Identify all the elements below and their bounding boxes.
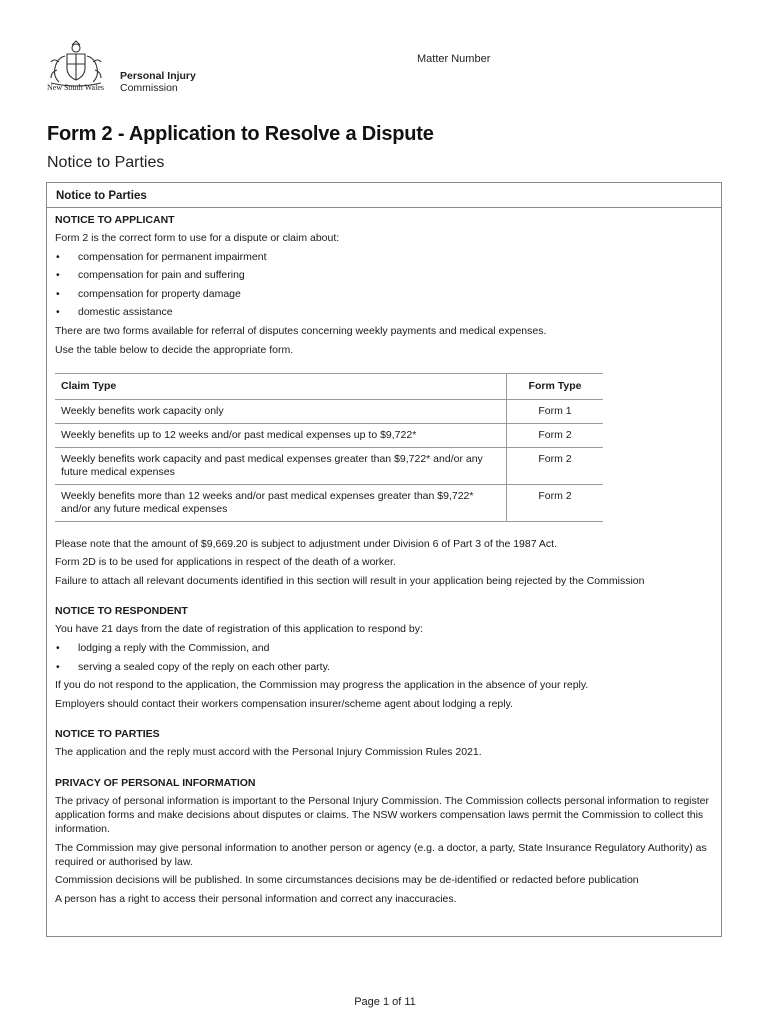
- claim-type-cell: Weekly benefits up to 12 weeks and/or past medical expenses up to $9,722*: [55, 423, 507, 447]
- nsw-logo: [45, 40, 215, 96]
- list-item: • domestic assistance: [55, 305, 715, 319]
- table-row: [55, 484, 603, 521]
- privacy-para4: A person has a right to access their personal information and correct any inaccuracies.: [55, 892, 457, 905]
- org-name: [120, 70, 196, 94]
- respondent-heading: NOTICE TO RESPONDENT: [55, 605, 188, 618]
- table-row: [55, 399, 603, 423]
- list-item: • lodging a reply with the Commission, and: [55, 641, 715, 655]
- form-type-cell: Form 2: [507, 484, 604, 521]
- column-header-claim-type: Claim Type: [55, 373, 507, 399]
- privacy-heading: PRIVACY OF PERSONAL INFORMATION: [55, 776, 256, 789]
- applicant-note2: Form 2D is to be used for applications in respect of the death of a worker.: [55, 556, 396, 569]
- list-item: • compensation for property damage: [55, 287, 715, 301]
- table-row: [55, 447, 603, 484]
- parties-para1: The application and the reply must accord with the Personal Injury Commission Rules 2021.: [55, 746, 482, 759]
- page-subtitle: Notice to Parties: [47, 154, 165, 171]
- list-item: • serving a sealed copy of the reply on each other party.: [55, 660, 715, 674]
- respondent-para2: Employers should contact their workers compensation insurer/scheme agent about lodging a reply.: [55, 697, 513, 710]
- page-title: Form 2 - Application to Resolve a Dispute: [47, 123, 434, 145]
- applicant-note3: Failure to attach all relevant documents identified in this section will result in your application being rejected by the Commission: [55, 574, 645, 587]
- privacy-para1: The privacy of personal information is important to the Personal Injury Commission. The Commission collects personal information to register application forms and make decisions about disputes or claims. The NSW workers compensation laws permit the Commission to collect this information.: [55, 794, 709, 835]
- form-type-cell: Form 1: [507, 399, 604, 423]
- panel-content: [55, 213, 715, 910]
- form-type-cell: Form 2: [507, 423, 604, 447]
- claim-type-cell: Weekly benefits work capacity only: [55, 399, 507, 423]
- claim-type-table: [55, 373, 603, 522]
- respondent-intro: You have 21 days from the date of registration of this application to respond by:: [55, 623, 423, 636]
- parties-heading: NOTICE TO PARTIES: [55, 728, 160, 741]
- nsw-coat-of-arms-icon: [45, 40, 107, 88]
- column-header-form-type: Form Type: [507, 373, 604, 399]
- org-name-line1: Personal Injury: [120, 70, 196, 82]
- claim-type-cell: Weekly benefits more than 12 weeks and/or past medical expenses greater than $9,722* and/or any future medical expenses: [55, 484, 507, 521]
- privacy-para3: Commission decisions will be published. In some circumstances decisions may be de-identified or redacted before publication: [55, 874, 639, 887]
- notice-panel: [46, 182, 722, 937]
- claim-type-cell: Weekly benefits work capacity and past medical expenses greater than $9,722* and/or any future medical expenses: [55, 447, 507, 484]
- privacy-para2: The Commission may give personal information to another person or agency (e.g. a doctor, a party, State Insurance Regulatory Authority) as required or authorised by law.: [55, 841, 707, 868]
- list-item: • compensation for permanent impairment: [55, 250, 715, 264]
- applicant-intro: Form 2 is the correct form to use for a dispute or claim about:: [55, 232, 340, 244]
- panel-heading: Notice to Parties: [47, 183, 721, 208]
- list-item: • compensation for pain and suffering: [55, 268, 715, 282]
- table-row: [55, 423, 603, 447]
- applicant-note1: Please note that the amount of $9,669.20 is subject to adjustment under Division 6 of Part 3 of the 1987 Act.: [55, 537, 557, 550]
- table-header-row: [55, 373, 603, 399]
- state-name: New South Wales: [47, 83, 104, 92]
- applicant-heading: NOTICE TO APPLICANT: [55, 214, 175, 226]
- matter-number-label: Matter Number: [417, 53, 491, 65]
- respondent-para1: If you do not respond to the application, the Commission may progress the application in the absence of your reply.: [55, 679, 589, 692]
- page-number: Page 1 of 11: [354, 996, 416, 1008]
- applicant-para1: There are two forms available for referral of disputes concerning weekly payments and medical expenses.: [55, 324, 547, 337]
- org-name-line2: Commission: [120, 82, 178, 94]
- form-type-cell: Form 2: [507, 447, 604, 484]
- applicant-para2: Use the table below to decide the appropriate form.: [55, 343, 294, 356]
